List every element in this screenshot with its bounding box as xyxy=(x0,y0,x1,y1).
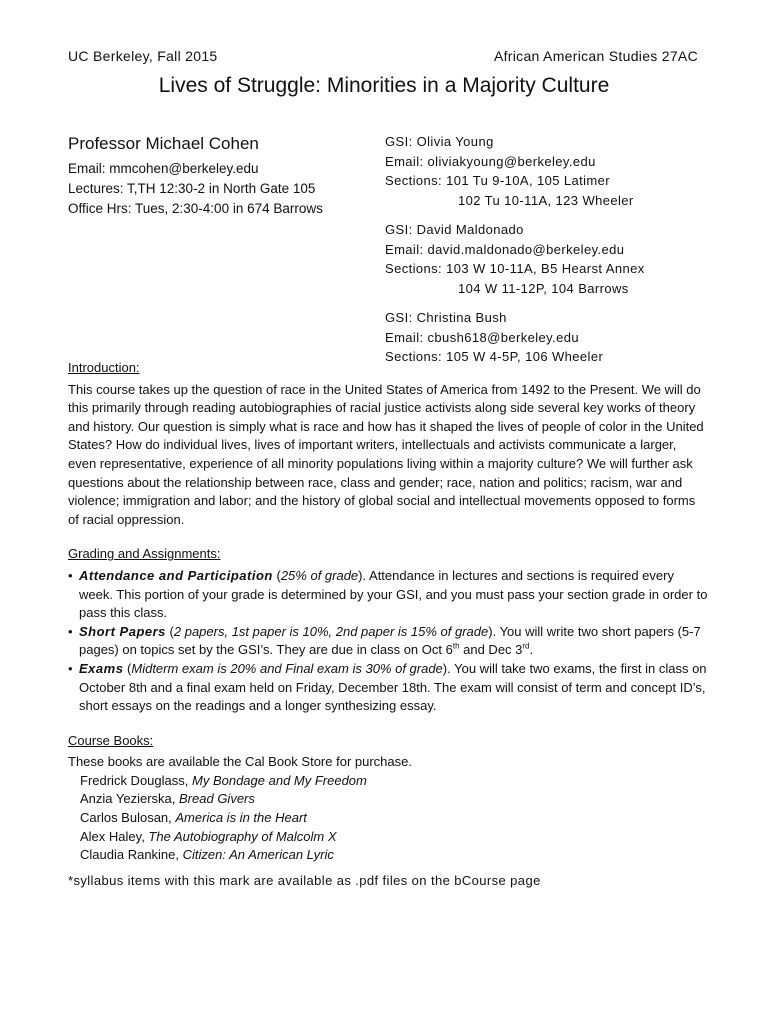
gsi-email: Email: cbush618@berkeley.edu xyxy=(385,329,579,345)
header-course-number: African American Studies 27AC xyxy=(493,48,698,64)
gsi-block xyxy=(385,132,715,210)
grading-weight: 2 papers, 1st paper is 10%, 2nd paper is 15% of grade xyxy=(173,623,489,639)
lecture-times: Lectures: T,TH 12:30-2 in North Gate 105 xyxy=(68,181,316,196)
gsi-sections: Sections: 103 W 10-11A, B5 Hearst Annex xyxy=(385,261,645,276)
grading-list xyxy=(68,567,708,716)
book-item: Anzia Yezierska, Bread Givers xyxy=(80,791,255,807)
grading-label: Short Papers xyxy=(79,623,166,639)
grading-weight: 25% of grade xyxy=(280,567,359,583)
grading-item: • Exams (Midterm exam is 20% and Final exam is 30% of grade). You will take two exams, the first in class on October 8th and a final exam held on Friday, December 18th. The exam will consist of term and concept ID’s, short essays on the readings and a longer synthesizing essay. xyxy=(68,660,707,714)
books-heading: Course Books: xyxy=(68,732,154,748)
intro-text: This course takes up the question of race in the United States of America from 1492 to the Present. We will do this primarily through reading autobiographies of racial justice activists along side several key works of theory and history. Our question is simply what is race and how has it shaped the lives of people of color in the United States? How do individual lives, lives of important writers, intellectuals and activists communicate a larger, even representative, experience of all minority populations living within a majority culture? We will further ask questions about the relationship between race, class and gender; race, nation and politics; racism, war and violence; immigration and labor; and the history of global social and intellectual movements opposed to forms of racial oppression. xyxy=(68,381,704,527)
gsi-email: Email: david.maldonado@berkeley.edu xyxy=(385,241,625,257)
grading-item: • Short Papers (2 papers, 1st paper is 10%, 2nd paper is 15% of grade). You will write two short papers (5-7 pages) on topics set by the GSI’s. They are due in class on Oct 6th and Dec 3rd. xyxy=(68,623,701,658)
syllabus-body xyxy=(68,359,708,890)
professor-name: Professor Michael Cohen xyxy=(68,134,259,153)
book-author: Anzia Yezierska xyxy=(80,791,172,807)
intro-heading: Introduction: xyxy=(68,360,140,375)
gsi-block xyxy=(385,308,715,367)
grading-description: Attendance in lectures and sections is required every week. This portion of your grade is determined by your GSI, and you must pass your section grade in order to pass this class. xyxy=(79,567,708,621)
book-item: Fredrick Douglass, My Bondage and My Freedom xyxy=(80,772,367,788)
professor-info xyxy=(68,134,378,219)
header-institution: UC Berkeley, Fall 2015 xyxy=(68,48,218,64)
book-title: America is in the Heart xyxy=(175,810,307,826)
grading-weight: Midterm exam is 20% and Final exam is 30% of grade xyxy=(131,660,443,676)
book-author: Claudia Rankine xyxy=(80,847,176,863)
book-author: Alex Haley xyxy=(80,828,142,844)
gsi-sections-cont: 104 W 11-12P, 104 Barrows xyxy=(458,280,629,296)
gsi-email: Email: oliviakyoung@berkeley.edu xyxy=(385,153,596,169)
book-title: Citizen: An American Lyric xyxy=(182,847,334,863)
course-title: Lives of Struggle: Minorities in a Majority Culture xyxy=(158,74,610,97)
gsi-list xyxy=(385,132,715,377)
books-intro: These books are available the Cal Book Store for purchase. xyxy=(68,754,412,770)
gsi-sections: Sections: 101 Tu 9-10A, 105 Latimer xyxy=(385,173,611,188)
book-item: Claudia Rankine, Citizen: An American Lyric xyxy=(80,847,334,863)
book-item: Carlos Bulosan, America is in the Heart xyxy=(80,810,307,826)
office-hours: Office Hrs: Tues, 2:30-4:00 in 674 Barrows xyxy=(68,201,323,216)
bullet: • xyxy=(68,623,73,639)
book-title: My Bondage and My Freedom xyxy=(192,772,367,788)
book-item: Alex Haley, The Autobiography of Malcolm X xyxy=(80,828,337,844)
grading-label: Exams xyxy=(79,660,124,676)
gsi-block xyxy=(385,220,715,298)
grading-description: You will write two short papers (5-7 pages) on topics set by the GSI’s. They are due in class on Oct 6 xyxy=(79,623,701,658)
book-author: Fredrick Douglass xyxy=(80,772,185,788)
book-title: Bread Givers xyxy=(179,791,255,807)
grading-item: • Attendance and Participation (25% of grade). Attendance in lectures and sections is required every week. This portion of your grade is determined by your GSI, and you must pass your section grade in order to pass this class. xyxy=(68,567,708,621)
grading-label: Attendance and Participation xyxy=(79,567,273,583)
grading-heading: Grading and Assignments: xyxy=(68,546,221,562)
gsi-name: GSI: Olivia Young xyxy=(385,134,494,149)
book-author: Carlos Bulosan xyxy=(80,810,169,826)
gsi-name: GSI: David Maldonado xyxy=(385,222,524,237)
gsi-name: GSI: Christina Bush xyxy=(385,310,507,325)
professor-email: Email: mmcohen@berkeley.edu xyxy=(68,161,259,176)
book-list xyxy=(68,772,708,865)
book-title: The Autobiography of Malcolm X xyxy=(148,828,337,844)
gsi-sections-cont: 102 Tu 10-11A, 123 Wheeler xyxy=(458,192,634,208)
gsi-sections: Sections: 105 W 4-5P, 106 Wheeler xyxy=(385,349,604,364)
bullet: • xyxy=(68,567,73,583)
pdf-note: *syllabus items with this mark are available as .pdf files on the bCourse page xyxy=(68,872,541,888)
grading-description: You will take two exams, the first in class on October 8th and a final exam held on Friday, December 18th. The exam will consist of term and concept ID’s, short essays on the readings and a longer synthesizing essay. xyxy=(79,660,707,714)
bullet: • xyxy=(68,660,73,676)
